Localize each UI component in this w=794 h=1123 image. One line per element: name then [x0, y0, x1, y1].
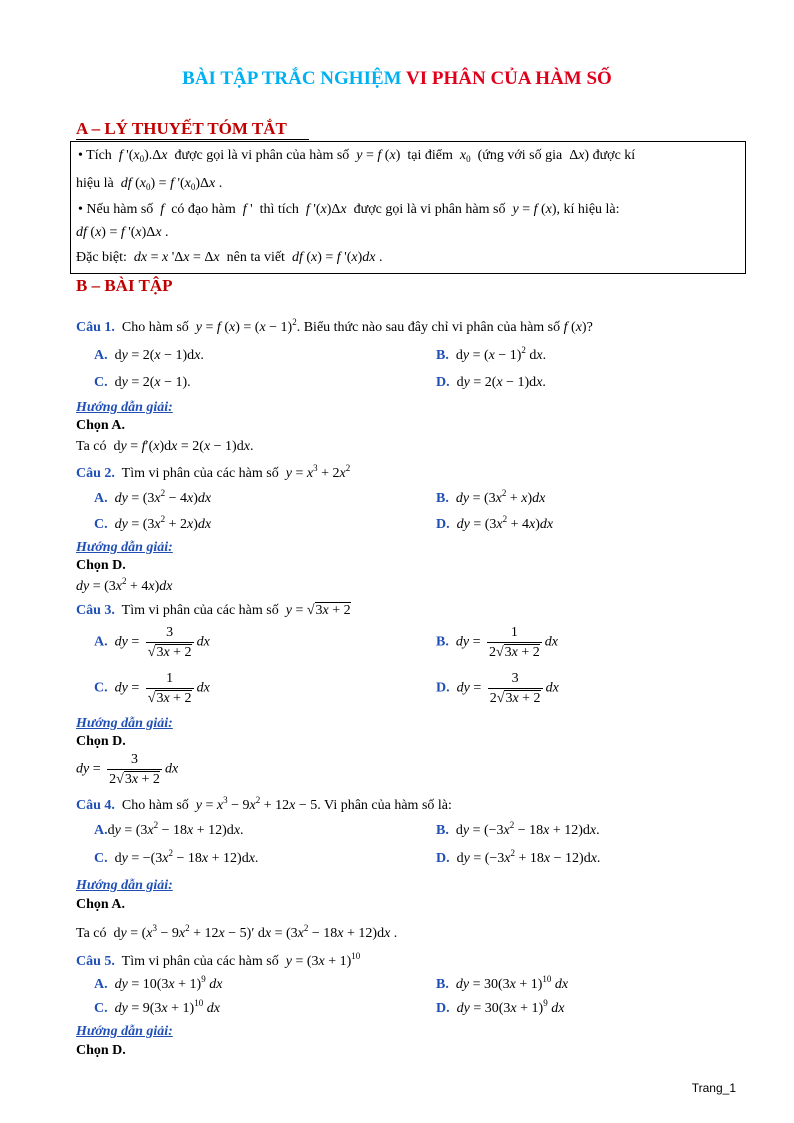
q5-option-d[interactable]: D. dy = $30(3x + 1)^9$ dx	[436, 998, 565, 1016]
q4-guide-heading: Hướng dẫn giải:	[76, 878, 173, 893]
q3-solution: dy = $\frac{3}{2√3x + 2}$ dx	[76, 752, 179, 787]
question-4: Câu 4. Cho hàm số $y = x^3 - 9x^2 + 12x - 5$. Vi phân của hàm số là:	[76, 795, 452, 813]
title-part-2: VI PHÂN CỦA HÀM SỐ	[406, 68, 612, 89]
q1-guide-heading: Hướng dẫn giải:	[76, 400, 173, 415]
q2-option-c[interactable]: C. dy = $(3x^2 + 2x)dx$	[94, 514, 212, 532]
q2-guide-heading: Hướng dẫn giải:	[76, 540, 173, 555]
q1-option-d[interactable]: D. dy = 2(x − 1)dx.	[436, 375, 546, 390]
q2-option-b[interactable]: B. dy = $(3x^2 + x)dx$	[436, 488, 546, 506]
question-1: Câu 1. Cho hàm số y = f $(x) = (x - 1)^2$. Biểu thức nào sau đây chỉ vi phân của hàm số f (x)?	[76, 317, 593, 335]
q2-solution: dy = $(3x^2 + 4x)dx$	[76, 576, 173, 594]
q5-guide-heading: Hướng dẫn giải:	[76, 1024, 173, 1039]
question-5-label: Câu 5.	[76, 954, 115, 969]
q1-answer: Chọn A.	[76, 418, 126, 433]
q2-option-d[interactable]: D. dy = $(3x^2 + 4x)dx$	[436, 514, 554, 532]
theory-line-2: hiệu là df $(x_0) = f$ '$(x_0)\Delta x$ .	[76, 176, 223, 192]
q4-solution: Ta có dy = $(x^3 - 9x^2 + 12x - 5)'$ dx = $(3x^2 - 18x + 12)dx$ .	[76, 923, 398, 941]
q3-option-c[interactable]: C. dy = $\frac{1}{√3x + 2}$ dx	[94, 671, 210, 706]
q2-option-a[interactable]: A. dy = $(3x^2 - 4x)dx$	[94, 488, 212, 506]
q3-option-b[interactable]: B. dy = $\frac{1}{2√3x + 2}$ dx	[436, 625, 558, 660]
question-2-label: Câu 2.	[76, 466, 115, 481]
q3-guide-heading: Hướng dẫn giải:	[76, 716, 173, 731]
page-number: Trang_1	[691, 1081, 736, 1095]
theory-line-1: • Tích f '$(x_0).\Delta x$ được gọi là vi phân của hàm số y = f (x) tại điểm $x_0$ (ứng với số gia Δx) được kí	[78, 148, 636, 164]
title-part-1: BÀI TẬP TRẮC NGHIỆM	[182, 68, 402, 89]
q3-option-a[interactable]: A. dy = $\frac{3}{√3x + 2}$ dx	[94, 625, 210, 660]
q5-answer: Chọn D.	[76, 1043, 126, 1058]
theory-line-5: Đặc biệt: dx = x 'Δx = Δx nên ta viết df (x) = f '(x)dx .	[76, 250, 383, 265]
q5-option-b[interactable]: B. dy = $30(3x + 1)^{10}$ dx	[436, 974, 569, 992]
q1-option-a[interactable]: A. dy = 2(x − 1)dx.	[94, 348, 204, 363]
section-b-heading: B – BÀI TẬP	[76, 276, 173, 295]
theory-line-4: df (x) = f '(x)Δx .	[76, 225, 169, 240]
q1-option-b[interactable]: B. dy = $(x - 1)^2$ dx.	[436, 345, 547, 363]
q4-option-b[interactable]: B. dy = $(-3x^2 - 18x + 12)dx$.	[436, 820, 600, 838]
q2-answer: Chọn D.	[76, 558, 126, 573]
q4-option-d[interactable]: D. dy = $(-3x^2 + 18x - 12)dx$.	[436, 848, 601, 866]
q5-option-c[interactable]: C. dy = $9(3x + 1)^{10}$ dx	[94, 998, 220, 1016]
q3-answer: Chọn D.	[76, 734, 126, 749]
question-3: Câu 3. Tìm vi phân của các hàm số y = √3x + 2	[76, 603, 351, 618]
section-a-underline	[76, 139, 309, 140]
q1-option-c[interactable]: C. dy = 2(x − 1).	[94, 375, 191, 390]
q5-option-a[interactable]: A. dy = $10(3x + 1)^9$ dx	[94, 974, 223, 992]
question-1-label: Câu 1.	[76, 320, 115, 335]
question-3-label: Câu 3.	[76, 603, 115, 618]
q1-solution: Ta có dy = f′(x)dx = 2(x − 1)dx.	[76, 439, 254, 454]
q4-option-a[interactable]: $A.dy = (3x^2 - 18x + 12)dx$.	[94, 820, 244, 838]
theory-line-3: • Nếu hàm số f có đạo hàm f ' thì tích f '(x)Δx được gọi là vi phân hàm số y = f (x), kí hiệu là:	[78, 202, 620, 217]
section-a-heading: A – LÝ THUYẾT TÓM TẮT	[76, 119, 287, 138]
q3-option-d[interactable]: D. dy = $\frac{3}{2√3x + 2}$ dx	[436, 671, 559, 706]
q4-answer: Chọn A.	[76, 897, 126, 912]
question-5: Câu 5. Tìm vi phân của các hàm số $y = (3x + 1)^{10}$	[76, 951, 361, 969]
q4-option-c[interactable]: C. dy = $-(3x^2 - 18x + 12)dx$.	[94, 848, 259, 866]
question-4-label: Câu 4.	[76, 798, 115, 813]
page-title	[0, 68, 794, 90]
question-2: Câu 2. Tìm vi phân của các hàm số $y = x^3 + 2x^2$	[76, 463, 351, 481]
